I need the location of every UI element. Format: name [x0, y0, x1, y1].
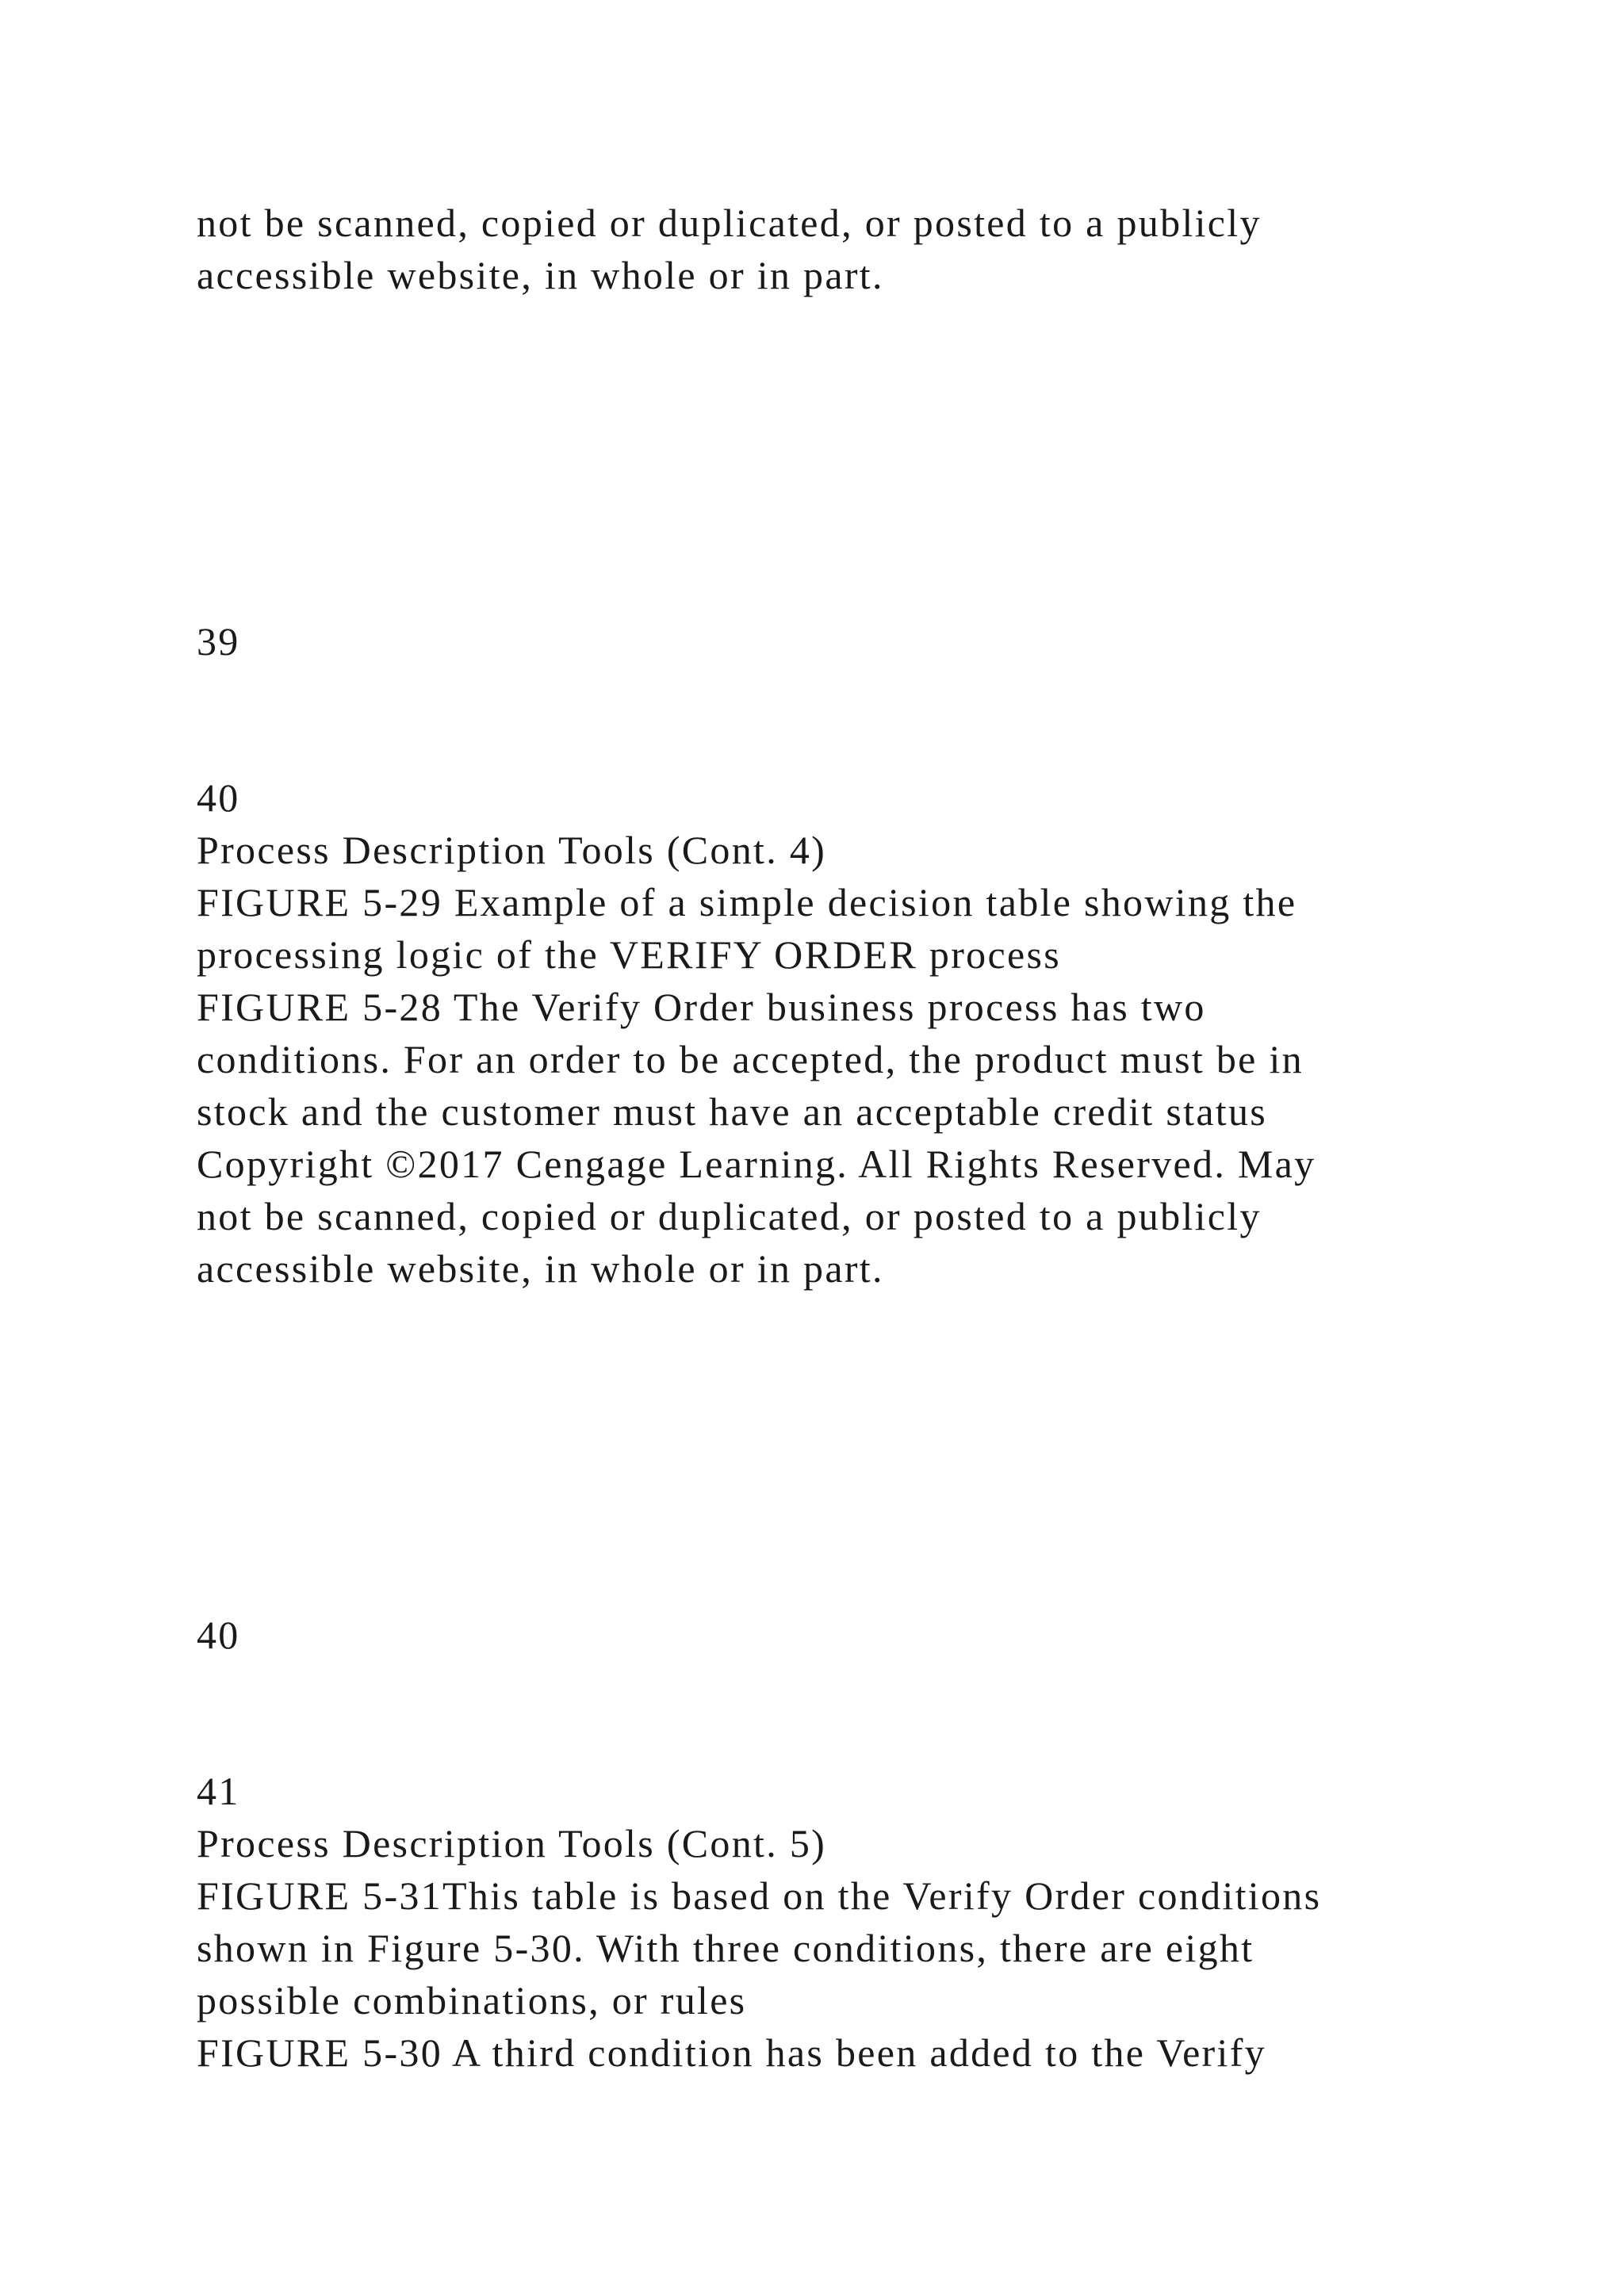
figure-caption: shown in Figure 5-30. With three conditions, there are eight [197, 1926, 1254, 1970]
slide-number: 41 [197, 1769, 240, 1813]
text-line: not be scanned, copied or duplicated, or posted to a publicly [197, 201, 1262, 245]
copyright-notice: not be scanned, copied or duplicated, or posted to a publicly [197, 1194, 1262, 1238]
figure-caption: possible combinations, or rules [197, 1978, 747, 2022]
figure-caption: FIGURE 5-31This table is based on the Verify Order conditions [197, 1873, 1322, 1918]
section-title: Process Description Tools (Cont. 5) [197, 1821, 827, 1866]
figure-caption: stock and the customer must have an acceptable credit status [197, 1089, 1268, 1134]
figure-caption: conditions. For an order to be accepted, the product must be in [197, 1037, 1304, 1081]
text-line: accessible website, in whole or in part. [197, 253, 884, 297]
figure-caption: FIGURE 5-30 A third condition has been added to the Verify [197, 2030, 1266, 2075]
page-number: 40 [197, 1613, 240, 1657]
page-number: 39 [197, 619, 240, 664]
figure-caption: processing logic of the VERIFY ORDER process [197, 932, 1061, 977]
copyright-notice: Copyright ©2017 Cengage Learning. All Rights Reserved. May [197, 1142, 1316, 1186]
figure-caption: FIGURE 5-28 The Verify Order business process has two [197, 985, 1206, 1029]
slide-number: 40 [197, 775, 240, 820]
section-title: Process Description Tools (Cont. 4) [197, 828, 827, 872]
figure-caption: FIGURE 5-29 Example of a simple decision table showing the [197, 880, 1297, 924]
copyright-notice: accessible website, in whole or in part. [197, 1246, 884, 1291]
